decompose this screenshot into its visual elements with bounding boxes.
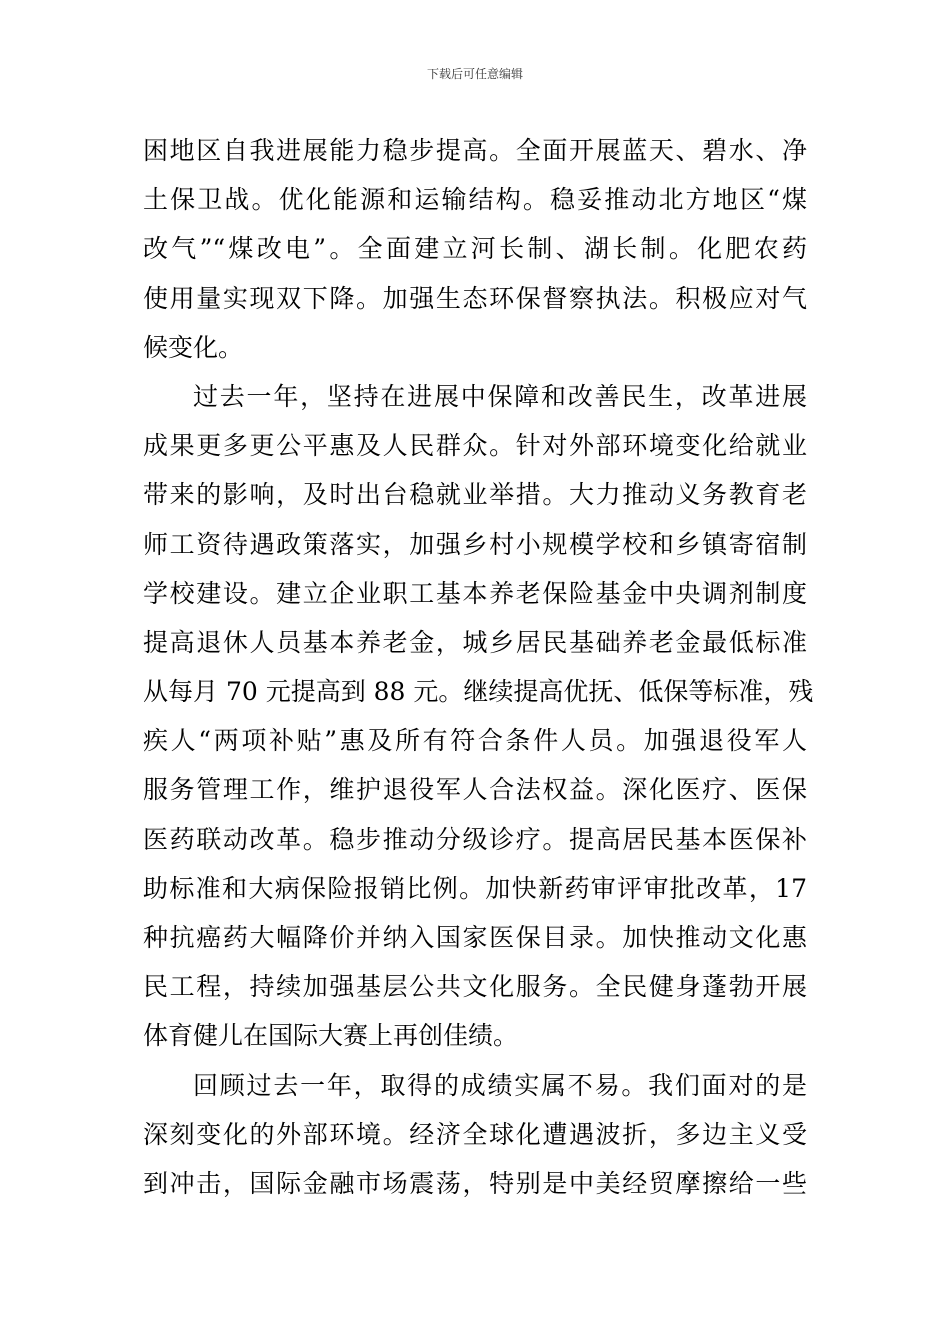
text-line: 学校建设。建立企业职工基本养老保险基金中央调剂制度 [143,578,807,608]
text-line: 师工资待遇政策落实，加强乡村小规模学校和乡镇寄宿制 [143,529,807,559]
paragraph [143,1061,807,1209]
text-line: 带来的影响，及时出台稳就业举措。大力推动义务教育老 [143,480,807,510]
text-line: 困地区自我进展能力稳步提高。全面开展蓝天、碧水、净 [143,136,807,165]
page-header-note: 下载后可任意编辑 [426,67,523,81]
text-line: 从每月 70 元提高到 88 元。继续提高优抚、低保等标准，残 [143,677,814,707]
text-line: 医药联动改革。稳步推动分级诊疗。提高居民基本医保补 [143,824,807,854]
text-line: 提高退休人员基本养老金，城乡居民基础养老金最低标准 [143,627,807,657]
text-line: 候变化。 [143,332,244,362]
paragraph [143,372,814,1061]
text-line: 服务管理工作，维护退役军人合法权益。深化医疗、医保 [143,775,807,805]
text-line: 种抗癌药大幅降价并纳入国家医保目录。加快推动文化惠 [143,923,807,952]
text-line: 民工程，持续加强基层公共文化服务。全民健身蓬勃开展 [143,972,807,1002]
text-line: 回顾过去一年，取得的成绩实属不易。我们面对的是 [193,1070,807,1100]
text-line: 改气”“煤改电”。全面建立河长制、湖长制。化肥农药 [143,234,807,264]
document-body [143,126,814,1208]
text-line: 到冲击，国际金融市场震荡，特别是中美经贸摩擦给一些 [143,1168,807,1198]
text-line: 成果更多更公平惠及人民群众。针对外部环境变化给就业 [143,431,807,461]
paragraph [143,126,807,372]
text-line: 体育健儿在国际大赛上再创佳绩。 [143,1021,519,1051]
text-line: 助标准和大病保险报销比例。加快新药审评审批改革，17 [143,873,807,903]
text-line: 土保卫战。优化能源和运输结构。稳妥推动北方地区“煤 [143,185,807,215]
text-line: 深刻变化的外部环境。经济全球化遭遇波折，多边主义受 [143,1119,807,1149]
text-line: 过去一年，坚持在进展中保障和改善民生，改革进展 [193,381,807,411]
text-line: 使用量实现双下降。加强生态环保督察执法。积极应对气 [143,283,807,313]
text-line: 疾人“两项补贴”惠及所有符合条件人员。加强退役军人 [143,726,807,756]
